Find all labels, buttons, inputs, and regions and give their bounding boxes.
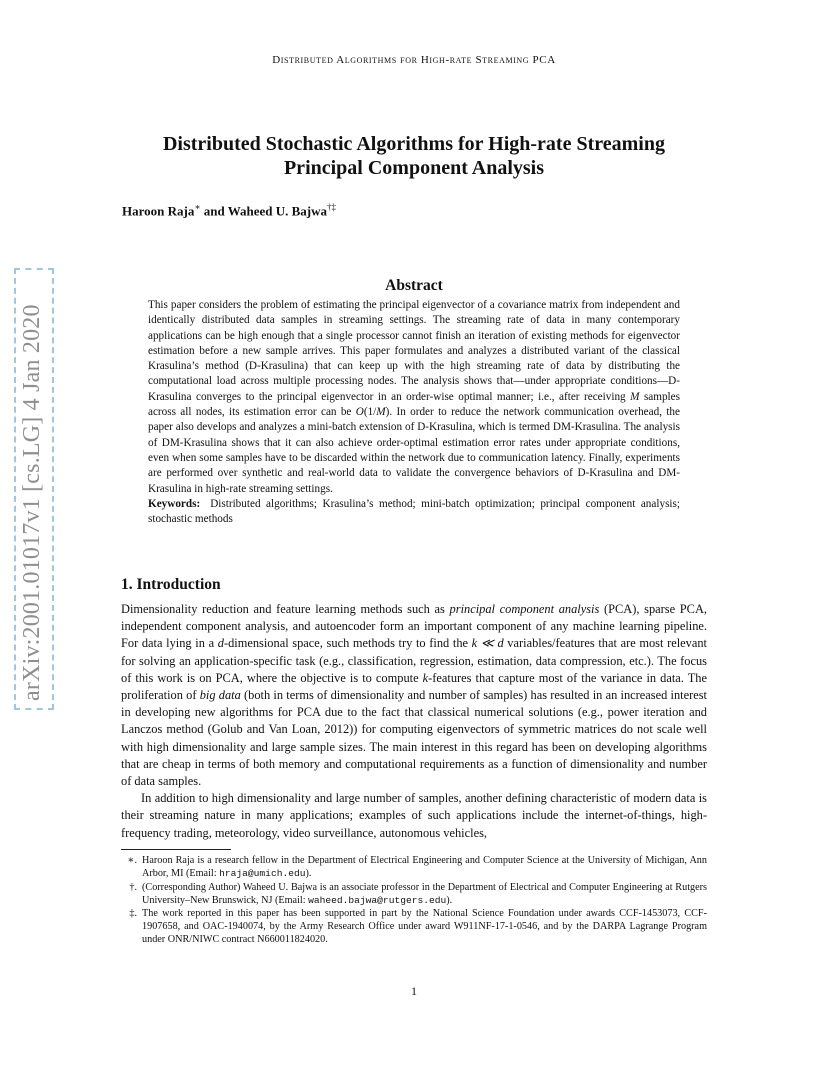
footnote	[121, 907, 707, 946]
math-symbol: d	[217, 636, 224, 651]
author-name: Waheed U. Bajwa	[227, 203, 328, 219]
footnote	[121, 881, 707, 907]
body-text: Dimensionality reduction and feature learning methods such as	[121, 602, 450, 616]
math-symbol: O	[355, 406, 364, 419]
author-list	[122, 202, 336, 219]
emphasis-text: principal component analysis	[449, 602, 600, 616]
body-text: (both in terms of dimensionality and number of samples) has resulted in an increased interest in developing new algorithms for PCA due to the fact that classical numerical solutions (e.g., power iteration and Lanczos method (Golub and Van Loan, 2012)) for computing eigenvectors of symmetric matrices do not scale well with high dimensionality and large sample sizes. The main interest in this regard has been on developing algorithms that are cheap in terms of both memory and computational requirements as a function of dimensionality and number of data samples.	[121, 688, 707, 789]
footnote-text	[142, 907, 707, 946]
keywords-label: Keywords:	[148, 497, 201, 510]
footnote-mark: †.	[129, 881, 137, 893]
math-symbol: k	[422, 670, 429, 685]
footnote-body: ).	[446, 894, 453, 906]
abstract-text: (1/	[363, 406, 377, 419]
page-number: 1	[411, 984, 417, 998]
math-expression: k ≪ d	[471, 636, 504, 651]
footnote	[121, 854, 707, 880]
author-name: Haroon Raja	[122, 203, 195, 219]
body-paragraph	[121, 601, 707, 790]
math-symbol: M	[376, 406, 386, 419]
footnote-body: ).	[305, 868, 312, 879]
abstract-text: This paper considers the problem of estimating the principal eigenvector of a covariance matrix from independent and identically distributed data samples in streaming settings. The streaming rate of data in many contemporary applications can be high enough that a single processor cannot finish an iteration of existing methods for eigenvector estimation before a new sample arrives. This paper formulates and analyzes a distributed variant of the classical Krasulina’s method (D-Krasulina) that can keep up with the high streaming rate of data by distributing the computational load across multiple processing nodes. The analysis shows that—under appropriate conditions—D-Krasulina converges to the principal eigenvector in an order-wise optimal manner; i.e., after receiving	[148, 299, 680, 403]
footnote-mark: ∗.	[127, 855, 137, 866]
arxiv-identifier: arXiv:2001.01017v1 [cs.LG] 4 Jan 2020	[19, 304, 45, 701]
keywords-list: Distributed algorithms; Krasulina’s method; mini-batch optimization; principal component analysis; stochastic methods	[148, 497, 680, 526]
email-address: hraja@umich.edu	[219, 868, 306, 879]
footnote-text	[142, 854, 707, 880]
footnotes	[121, 854, 707, 947]
body-text: -features that capture most of the variance in data. The proliferation of	[121, 670, 707, 703]
author-footnote-mark: ∗	[194, 202, 201, 212]
introduction-body	[121, 601, 707, 842]
keywords	[148, 497, 680, 528]
email-address: waheed.bajwa@rutgers.edu	[308, 894, 447, 906]
footnote-body: (Corresponding Author) Waheed U. Bajwa is an associate professor in the Department of Electrical and Computer Engineering at Rutgers University–New Brunswick, NJ (Email:	[142, 881, 707, 906]
author-conjunction: and	[200, 203, 228, 219]
abstract-heading: Abstract	[385, 277, 443, 294]
running-head: Distributed Algorithms for High-rate Streaming PCA	[272, 54, 556, 66]
body-text: (PCA), sparse PCA, independent component analysis, and autoencoder form an important component of any machine learning pipeline. For data lying in a	[121, 602, 707, 651]
footnote-mark: ‡.	[129, 908, 137, 919]
abstract-body	[148, 298, 680, 527]
body-text: -dimensional space, such methods try to find the	[223, 636, 472, 651]
paper-title-line-2: Principal Component Analysis	[283, 157, 545, 179]
math-symbol: M	[630, 390, 640, 403]
body-text: variables/features that are most relevant for solving an application-specific task (e.g., classification, regression, estimation, data compression, etc.). The focus of this work is on PCA, where the objective is to compute	[121, 636, 707, 685]
paper-title	[100, 132, 728, 180]
body-paragraph: In addition to high dimensionality and large number of samples, another defining characteristic of modern data is their streaming nature in many applications; examples of such applications include the internet-of-things, high-frequency trading, meteorology, video surveillance, autonomous vehicles,	[121, 791, 707, 840]
emphasis-text: big data	[199, 688, 241, 703]
footnote-text	[142, 881, 707, 907]
footnote-body: Haroon Raja is a research fellow in the Department of Electrical Engineering and Computer Science at the University of Michigan, Ann Arbor, MI (Email:	[142, 855, 707, 879]
footnote-body: The work reported in this paper has been supported in part by the National Science Foundation under awards CCF-1453073, CCF-1907658, and OAC-1940074, by the Army Research Office under award W911NF-17-1-0546, and by the DARPA Lagrange Program under ONR/NIWC contract N660011824020.	[142, 908, 707, 945]
footnote-rule	[121, 849, 231, 850]
section-heading: 1. Introduction	[121, 576, 221, 593]
author-footnote-mark: †‡	[327, 202, 337, 212]
abstract-text: samples across all nodes, its estimation error can be	[148, 390, 680, 419]
paper-title-line-1: Distributed Stochastic Algorithms for High-rate Streaming	[162, 133, 665, 155]
abstract-text: ). In order to reduce the network communication overhead, the paper also develops and analyzes a mini-batch extension of D-Krasulina, which is termed DM-Krasulina. The analysis of DM-Krasulina shows that it can also achieve order-optimal estimation error rates under appropriate conditions, even when some samples have to be discarded within the network due to communication latency. Finally, experiments are performed over synthetic and real-world data to validate the convergence behaviors of D-Krasulina and DM-Krasulina in high-rate streaming settings.	[148, 406, 680, 495]
abstract-paragraph	[148, 298, 680, 497]
